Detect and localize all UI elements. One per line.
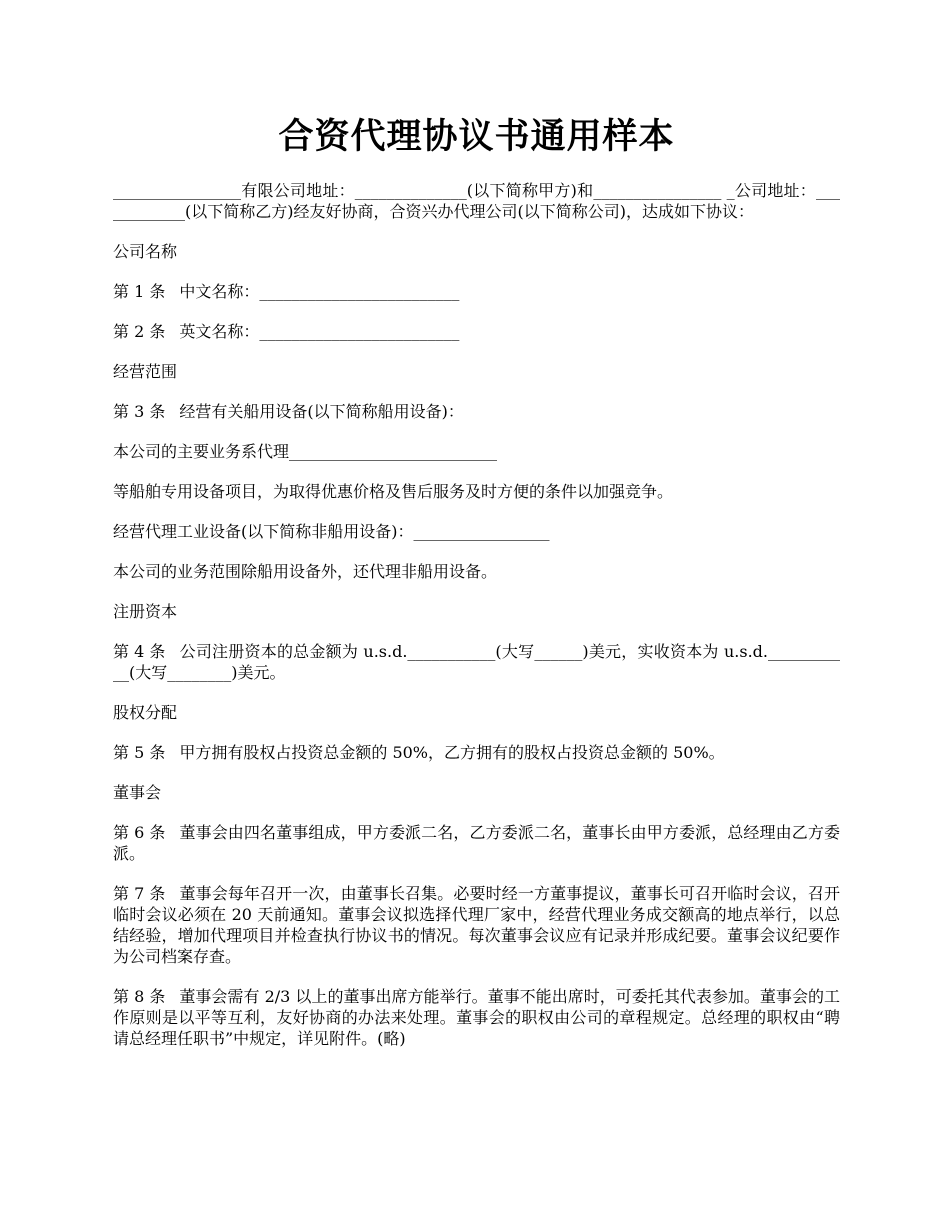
article-6-text: 董事会由四名董事组成，甲方委派二名，乙方委派二名，董事长由甲方委派，总经理由乙方委派。 bbox=[113, 823, 840, 863]
document-title: 合资代理协议书通用样本 bbox=[278, 116, 675, 157]
article-1 bbox=[113, 281, 840, 302]
scope-paragraph-4: 本公司的业务范围除船用设备外，还代理非船用设备。 bbox=[113, 562, 498, 581]
article-3 bbox=[113, 401, 840, 422]
article-2-number: 第 2 条 bbox=[113, 322, 166, 341]
article-3-text: 经营有关船用设备(以下简称船用设备)： bbox=[179, 402, 464, 421]
article-5 bbox=[113, 742, 840, 763]
scope-paragraph-2: 等船舶专用设备项目，为取得优惠价格及售后服务及时方便的条件以加强竞争。 bbox=[113, 482, 674, 501]
article-4 bbox=[113, 641, 840, 683]
article-2-text: 英文名称：_________________________ bbox=[179, 322, 460, 341]
article-8 bbox=[113, 986, 840, 1049]
section-heading-equity: 股权分配 bbox=[113, 703, 178, 722]
article-7-number: 第 7 条 bbox=[113, 884, 166, 903]
article-5-number: 第 5 条 bbox=[113, 743, 166, 762]
section-heading-scope: 经营范围 bbox=[113, 362, 178, 381]
article-5-text: 甲方拥有股权占投资总金额的 50%，乙方拥有的股权占投资总金额的 50%。 bbox=[179, 743, 725, 762]
article-1-number: 第 1 条 bbox=[113, 282, 166, 301]
scope-paragraph-3: 经营代理工业设备(以下简称非船用设备)：_________________ bbox=[113, 522, 550, 541]
document-page bbox=[113, 112, 840, 1068]
scope-paragraph-1: 本公司的主要业务系代理__________________________ bbox=[113, 442, 498, 461]
intro-paragraph: ________________有限公司地址：______________(以下简称甲方)和________________ _公司地址：____________(以下简称乙方)经友好协商，合资兴办代理公司(以下简称公司)，达成如下协议： bbox=[113, 181, 840, 221]
section-heading-capital: 注册资本 bbox=[113, 602, 178, 621]
article-6-number: 第 6 条 bbox=[113, 823, 166, 842]
article-1-text: 中文名称：_________________________ bbox=[179, 282, 460, 301]
article-8-number: 第 8 条 bbox=[113, 987, 166, 1006]
section-heading-board: 董事会 bbox=[113, 783, 162, 802]
article-3-number: 第 3 条 bbox=[113, 402, 166, 421]
article-8-text: 董事会需有 2/3 以上的董事出席方能举行。董事不能出席时，可委托其代表参加。董事会的工作原则是以平等互利，友好协商的办法来处理。董事会的职权由公司的章程规定。总经理的职权由“聘请总经理任职书”中规定，详见附件。(略) bbox=[113, 987, 840, 1048]
article-4-number: 第 4 条 bbox=[113, 642, 166, 661]
article-7-text: 董事会每年召开一次，由董事长召集。必要时经一方董事提议，董事长可召开临时会议，召开临时会议必须在 20 天前通知。董事会议拟选择代理厂家中，经营代理业务成交额高的地点举行，以总结经验，增加代理项目并检查执行协议书的情况。每次董事会议应有记录并形成纪要。董事会议纪要作为公司档案存查。 bbox=[113, 884, 840, 966]
article-4-text: 公司注册资本的总金额为 u.s.d.___________(大写______)美元，实收资本为 u.s.d.___________(大写________)美元。 bbox=[113, 642, 840, 682]
article-2 bbox=[113, 321, 840, 342]
section-heading-company-name: 公司名称 bbox=[113, 242, 178, 261]
article-7 bbox=[113, 883, 840, 967]
article-6 bbox=[113, 822, 840, 864]
